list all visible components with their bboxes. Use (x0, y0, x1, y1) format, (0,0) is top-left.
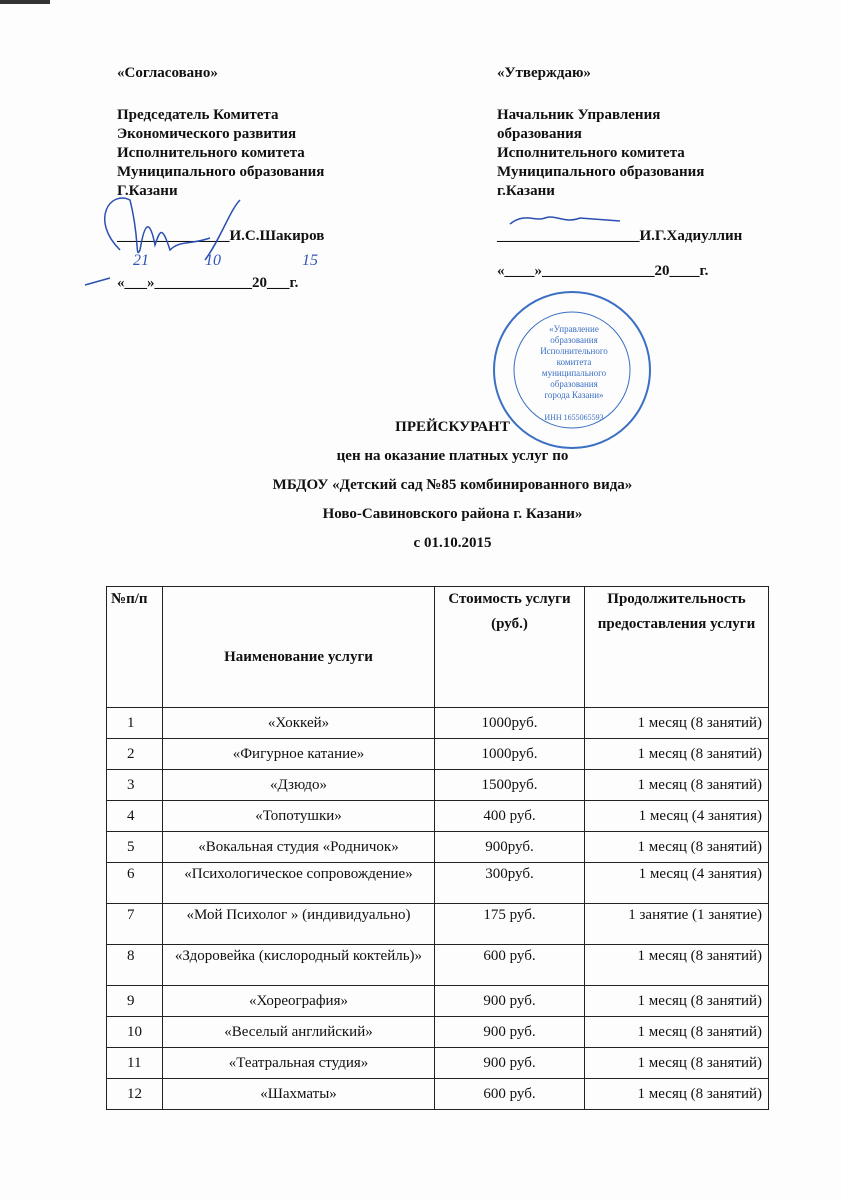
header-price: Стоимость услуги (руб.) (435, 587, 585, 708)
service-price: 900руб. (435, 832, 585, 863)
table-row (107, 739, 769, 770)
service-price: 1500руб. (435, 770, 585, 801)
service-price: 900 руб. (435, 986, 585, 1017)
row-number: 5 (107, 832, 163, 863)
table-row (107, 1079, 769, 1110)
stamp-line: муниципального (541, 368, 607, 378)
table-row (107, 986, 769, 1017)
service-price: 400 руб. (435, 801, 585, 832)
stamp-line: Исполнительного (540, 346, 608, 356)
service-price: 900 руб. (435, 1048, 585, 1079)
service-duration: 1 месяц (8 занятий) (585, 986, 769, 1017)
approval-left-heading: «Согласовано» (117, 65, 218, 81)
handwritten-year: 15 (302, 252, 318, 269)
table-row (107, 863, 769, 904)
service-duration: 1 месяц (8 занятий) (585, 1048, 769, 1079)
approval-right-position (497, 106, 704, 201)
position-line: образования (497, 126, 582, 142)
service-name: «Театральная студия» (163, 1048, 435, 1079)
header-duration: Продолжительность предоставления услуги (585, 587, 769, 708)
service-price: 300руб. (435, 863, 585, 904)
service-price: 1000руб. (435, 739, 585, 770)
position-line: Председатель Комитета (117, 107, 279, 123)
position-line: Исполнительного комитета (497, 145, 685, 161)
service-duration: 1 месяц (8 занятий) (585, 770, 769, 801)
row-number: 9 (107, 986, 163, 1017)
service-duration: 1 месяц (8 занятий) (585, 739, 769, 770)
table-row (107, 1017, 769, 1048)
table-row (107, 1048, 769, 1079)
table-row (107, 801, 769, 832)
position-line: Муниципального образования (497, 164, 705, 180)
stamp-line: «Управление (549, 324, 599, 334)
service-name: «Хоккей» (163, 708, 435, 739)
service-name: «Хореография» (163, 986, 435, 1017)
table-row (107, 904, 769, 945)
service-name: «Веселый английский» (163, 1017, 435, 1048)
service-price: 900 руб. (435, 1017, 585, 1048)
row-number: 6 (107, 863, 163, 904)
approval-right-heading: «Утверждаю» (497, 65, 591, 81)
service-name: «Топотушки» (163, 801, 435, 832)
approval-left-signature-line: _______________И.С.Шакиров (117, 228, 325, 244)
row-number: 1 (107, 708, 163, 739)
stamp-line: образования (550, 335, 598, 345)
row-number: 8 (107, 945, 163, 986)
position-line: Г.Казани (117, 183, 178, 199)
service-price: 600 руб. (435, 945, 585, 986)
table-row (107, 708, 769, 739)
position-line: Экономического развития (117, 126, 297, 142)
service-duration: 1 месяц (8 занятий) (585, 1017, 769, 1048)
header-service-name: Наименование услуги (163, 587, 435, 708)
position-line: Муниципального образования (117, 164, 325, 180)
effective-date: с 01.10.2015 (413, 535, 492, 551)
row-number: 4 (107, 801, 163, 832)
row-number: 10 (107, 1017, 163, 1048)
service-duration: 1 месяц (8 занятий) (585, 945, 769, 986)
handwritten-month: 10 (205, 252, 221, 269)
row-number: 3 (107, 770, 163, 801)
table-row (107, 770, 769, 801)
stamp-inn: ИНН 1655065593 (544, 413, 604, 422)
service-name: «Шахматы» (163, 1079, 435, 1110)
approval-right-date-line: «____»_______________20____г. (497, 263, 709, 279)
service-duration: 1 месяц (8 занятий) (585, 708, 769, 739)
service-name: «Психологическое сопровождение» (163, 863, 435, 904)
signature-right (505, 212, 625, 232)
table-row (107, 945, 769, 986)
position-line: Начальник Управления (497, 107, 661, 123)
service-name: «Дзюдо» (163, 770, 435, 801)
service-duration: 1 месяц (4 занятия) (585, 801, 769, 832)
stamp-line: города Казани» (544, 390, 604, 400)
row-number: 11 (107, 1048, 163, 1079)
table-row (107, 832, 769, 863)
row-number: 7 (107, 904, 163, 945)
row-number: 2 (107, 739, 163, 770)
position-line: г.Казани (497, 183, 555, 199)
service-duration: 1 месяц (8 занятий) (585, 832, 769, 863)
service-duration: 1 месяц (4 занятия) (585, 863, 769, 904)
header-number: №п/п (107, 587, 163, 708)
service-name: «Вокальная студия «Родничок» (163, 832, 435, 863)
title-line: МБДОУ «Детский сад №85 комбинированного вида» (272, 477, 633, 493)
title-line: Ново-Савиновского района г. Казани» (322, 506, 583, 522)
signature-left (80, 180, 280, 290)
stamp-line: образования (550, 379, 598, 389)
service-name: «Мой Психолог » (индивидуально) (163, 904, 435, 945)
document-title: ПРЕЙСКУРАНТ (395, 419, 510, 435)
service-duration: 1 занятие (1 занятие) (585, 904, 769, 945)
approval-left-date-line: «___»_____________20___г. (117, 275, 299, 291)
service-price: 175 руб. (435, 904, 585, 945)
table-header-row (107, 587, 769, 708)
service-price: 1000руб. (435, 708, 585, 739)
service-name: «Здоровейка (кислородный коктейль)» (163, 945, 435, 986)
service-price: 600 руб. (435, 1079, 585, 1110)
scan-edge-mark (0, 0, 50, 4)
title-line: цен на оказание платных услуг по (336, 448, 569, 464)
stamp-line: комитета (556, 357, 592, 367)
price-table (106, 586, 769, 1110)
row-number: 12 (107, 1079, 163, 1110)
service-name: «Фигурное катание» (163, 739, 435, 770)
approval-right-signature-line: ___________________И.Г.Хадиуллин (497, 228, 743, 244)
service-duration: 1 месяц (8 занятий) (585, 1079, 769, 1110)
handwritten-day: 21 (133, 252, 149, 269)
position-line: Исполнительного комитета (117, 145, 305, 161)
